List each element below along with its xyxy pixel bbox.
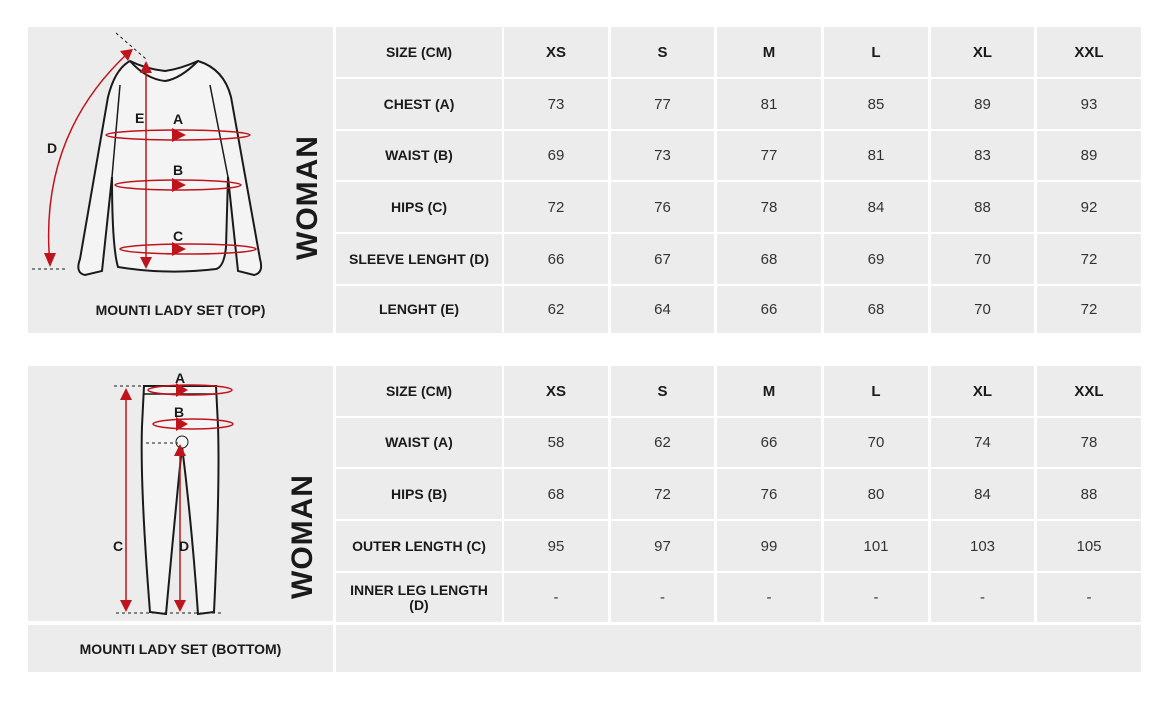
top_chart-value-cell: 66 — [717, 286, 821, 333]
bottom-product-name: MOUNTI LADY SET (BOTTOM) — [28, 625, 333, 672]
top_chart-value-cell: 73 — [504, 79, 608, 129]
top-label-b: B — [173, 162, 184, 178]
top_chart-value-cell: 77 — [717, 131, 821, 180]
bottom-label-c: C — [113, 538, 124, 554]
top_chart-value-cell: 78 — [717, 182, 821, 232]
top_chart-value-cell: 62 — [504, 286, 608, 333]
bottom_chart-value-cell: 70 — [824, 418, 928, 467]
top_chart-value-cell: 68 — [717, 234, 821, 284]
top_chart-value-cell: 76 — [611, 182, 714, 232]
bottom_chart-value-cell: - — [931, 573, 1034, 622]
bottom_chart-size-col-header: XL — [931, 366, 1034, 416]
bottom_chart-row-label: HIPS (B) — [336, 469, 502, 519]
top_chart-size-col-header: XS — [504, 27, 608, 77]
bottom_chart-value-cell: 103 — [931, 521, 1034, 571]
bottom_chart-value-cell: 66 — [717, 418, 821, 467]
top_chart-value-cell: 81 — [824, 131, 928, 180]
top-gender-label: WOMAN — [291, 135, 324, 260]
bottom_chart-value-cell: 88 — [1037, 469, 1141, 519]
top_chart-size-header: SIZE (CM) — [336, 27, 502, 77]
bottom_chart-value-cell: 76 — [717, 469, 821, 519]
top_chart-size-col-header: L — [824, 27, 928, 77]
bottom_chart-value-cell: 99 — [717, 521, 821, 571]
bottom_chart-size-col-header: L — [824, 366, 928, 416]
top_chart-value-cell: 67 — [611, 234, 714, 284]
top_chart-value-cell: 72 — [1037, 234, 1141, 284]
bottom_chart-row-label: WAIST (A) — [336, 418, 502, 467]
bottom_chart-value-cell: 95 — [504, 521, 608, 571]
bottom_chart-size-col-header: XS — [504, 366, 608, 416]
top_chart-value-cell: 81 — [717, 79, 821, 129]
top_chart-value-cell: 73 — [611, 131, 714, 180]
bottom-label-d: D — [179, 538, 190, 554]
bottom_chart-value-cell: 68 — [504, 469, 608, 519]
bottom_chart-value-cell: 78 — [1037, 418, 1141, 467]
top_chart-row-label: HIPS (C) — [336, 182, 502, 232]
bottom_chart-value-cell: - — [1037, 573, 1141, 622]
top_chart-value-cell: 69 — [824, 234, 928, 284]
top_chart-value-cell: 66 — [504, 234, 608, 284]
bottom-label-a: A — [175, 370, 186, 386]
bottom_chart-value-cell: 62 — [611, 418, 714, 467]
bottom_chart-value-cell: - — [717, 573, 821, 622]
top_chart-value-cell: 64 — [611, 286, 714, 333]
top_chart-size-col-header: M — [717, 27, 821, 77]
top_chart-value-cell: 85 — [824, 79, 928, 129]
top_chart-value-cell: 89 — [931, 79, 1034, 129]
bottom_chart-value-cell: 101 — [824, 521, 928, 571]
top_chart-value-cell: 68 — [824, 286, 928, 333]
top-label-e: E — [135, 110, 145, 126]
bottom_chart-value-cell: 74 — [931, 418, 1034, 467]
top_chart-row-label: WAIST (B) — [336, 131, 502, 180]
top_chart-value-cell: 70 — [931, 286, 1034, 333]
top_chart-value-cell: 92 — [1037, 182, 1141, 232]
bottom_chart-size-col-header: S — [611, 366, 714, 416]
top_chart-value-cell: 70 — [931, 234, 1034, 284]
bottom_chart-size-header: SIZE (CM) — [336, 366, 502, 416]
bottom_chart-value-cell: - — [504, 573, 608, 622]
top_chart-row-label: LENGHT (E) — [336, 286, 502, 333]
bottom_chart-value-cell: 97 — [611, 521, 714, 571]
top_chart-value-cell: 72 — [1037, 286, 1141, 333]
top_chart-value-cell: 84 — [824, 182, 928, 232]
top_chart-size-col-header: XL — [931, 27, 1034, 77]
bottom_chart-row-label: OUTER LENGTH (C) — [336, 521, 502, 571]
top_chart-row-label: CHEST (A) — [336, 79, 502, 129]
top_chart-value-cell: 83 — [931, 131, 1034, 180]
bottom-gender-label: WOMAN — [286, 474, 319, 599]
top_chart-size-col-header: XXL — [1037, 27, 1141, 77]
bottom_chart-row-label: INNER LEG LENGTH (D) — [336, 573, 502, 622]
bottom_chart-value-cell: 105 — [1037, 521, 1141, 571]
top_chart-value-cell: 93 — [1037, 79, 1141, 129]
bottom_chart-value-cell: 58 — [504, 418, 608, 467]
top-label-a: A — [173, 111, 184, 127]
top_chart-value-cell: 72 — [504, 182, 608, 232]
top_chart-row-label: SLEEVE LENGHT (D) — [336, 234, 502, 284]
bottom_chart-value-cell: 84 — [931, 469, 1034, 519]
top-product-name: MOUNTI LADY SET (TOP) — [28, 286, 333, 333]
bottom_chart-value-cell: 72 — [611, 469, 714, 519]
top_chart-value-cell: 89 — [1037, 131, 1141, 180]
bottom_chart-value-cell: 80 — [824, 469, 928, 519]
bottom-footer-blank — [336, 625, 1141, 672]
top_chart-value-cell: 77 — [611, 79, 714, 129]
top-label-c: C — [173, 228, 184, 244]
top_chart-value-cell: 69 — [504, 131, 608, 180]
top_chart-value-cell: 88 — [931, 182, 1034, 232]
top-garment-figure — [28, 27, 333, 283]
bottom-label-b: B — [174, 404, 185, 420]
bottom_chart-size-col-header: M — [717, 366, 821, 416]
top-label-d: D — [47, 140, 58, 156]
top_chart-size-col-header: S — [611, 27, 714, 77]
bottom_chart-value-cell: - — [824, 573, 928, 622]
bottom_chart-value-cell: - — [611, 573, 714, 622]
bottom_chart-size-col-header: XXL — [1037, 366, 1141, 416]
